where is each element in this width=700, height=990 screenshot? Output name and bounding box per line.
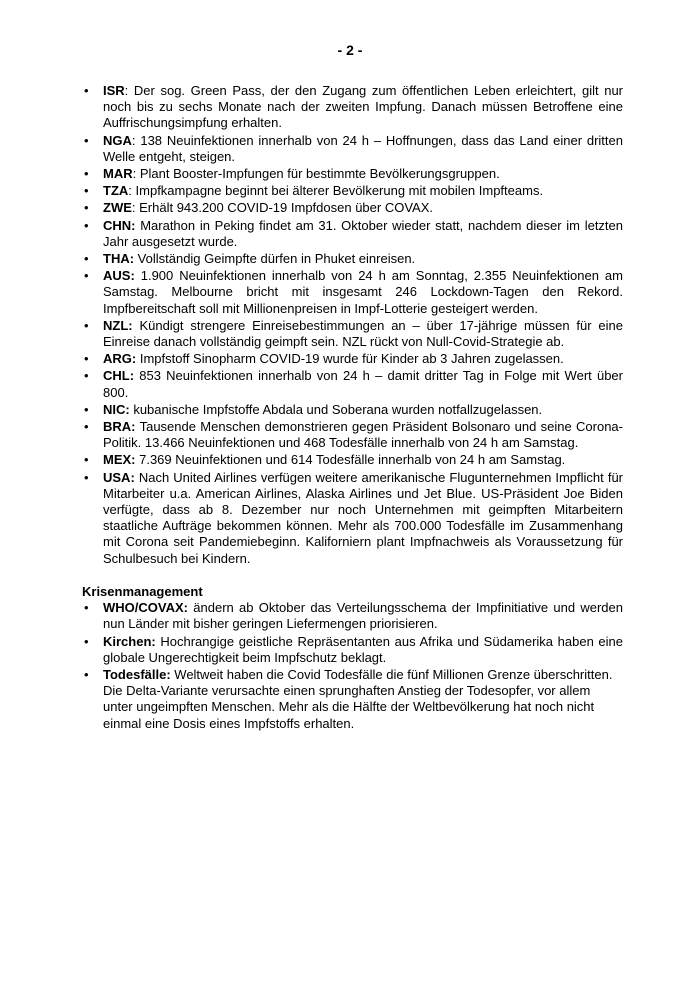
list-item-mar	[82, 166, 623, 182]
country-code: TZA	[103, 183, 129, 199]
country-code: NZL:	[103, 317, 133, 333]
item-text: Tausende Menschen demonstrieren gegen Präsident Bolsonaro und seine Corona-Politik. 13.466 Neuinfektionen und 468 Todesfälle innerhalb von 24 h am Samstag.	[103, 419, 623, 451]
separator: :	[131, 132, 136, 148]
country-code: ZWE	[103, 200, 132, 216]
separator: :	[128, 183, 132, 199]
list-item-zwe	[82, 200, 623, 216]
country-code: USA:	[103, 469, 135, 485]
list-item-chn	[82, 218, 623, 250]
list-item-nga	[82, 133, 623, 165]
list-item-nic	[82, 402, 623, 418]
item-text: Hochrangige geistliche Repräsentanten aus Afrika und Südamerika haben eine globale Ungerechtigkeit beim Impfschutz beklagt.	[103, 633, 623, 665]
country-code: MAR	[103, 166, 133, 182]
list-item-todesfaelle	[82, 667, 623, 732]
list-item-bra	[82, 419, 623, 451]
country-code: CHN:	[103, 217, 136, 233]
document-body	[82, 83, 623, 733]
list-item-who-covax	[82, 600, 623, 632]
topic-label: Todesfälle:	[103, 666, 171, 682]
item-text: 1.900 Neuinfektionen innerhalb von 24 h am Sonntag, 2.355 Neuinfektionen am Samstag. Melbourne bricht mit insgesamt 246 Lockdown-Tagen den Rekord. Impfbereitschaft soll mit Millionenpreisen in Impf-Lotterie gesteigert werden.	[103, 268, 623, 316]
item-text: Erhält 943.200 COVID-19 Impfdosen über COVAX.	[135, 200, 433, 216]
item-text: Vollständig Geimpfte dürfen in Phuket einreisen.	[134, 251, 416, 267]
list-item-kirchen	[82, 634, 623, 666]
topic-label: Kirchen:	[103, 633, 156, 649]
country-code: AUS:	[103, 268, 135, 284]
item-text: Weltweit haben die Covid Todesfälle die fünf Millionen Grenze überschritten. Die Delta-Variante verursachte einen sprunghaften Anstieg der Todesopfer, vor allem unter ungeimpften Menschen. Mehr als die Hälfte der Weltbevölkerung hat noch nicht einmal eine Dosis eines Impfstoffs erhalten.	[103, 666, 613, 731]
item-text: Impfkampagne beginnt bei älterer Bevölkerung mit mobilen Impfteams.	[131, 183, 544, 199]
list-item-arg	[82, 351, 623, 367]
item-text: Der sog. Green Pass, der den Zugang zum öffentlichen Leben erleichtert, gilt nur noch bis zu sechs Monate nach der zweiten Impfung. Danach müssen Betroffene eine Auffrischungsimpfung erhalten.	[103, 83, 623, 131]
topic-label: WHO/COVAX:	[103, 600, 188, 616]
item-text: ändern ab Oktober das Verteilungsschema der Impfinitiative und werden nun Länder mit bisher geringen Liefermengen priorisieren.	[103, 600, 623, 632]
list-item-tza	[82, 183, 623, 199]
list-item-isr	[82, 83, 623, 132]
item-text: Plant Booster-Impfungen für bestimmte Bevölkerungsgruppen.	[136, 166, 500, 182]
item-text: Kündigt strengere Einreisebestimmungen an – über 17-jährige müssen für eine Einreise danach vollständig geimpft sein. NZL rückt von Null-Covid-Strategie ab.	[103, 317, 623, 350]
item-text: Nach United Airlines verfügen weitere amerikanische Flugunternehmen Impflicht für Mitarbeiter u.a. American Airlines, Alaska Airlines und Jet Blue. US-Präsident Joe Biden verfügte, dass ab 8. Dezember nur noch Unternehmen mit geimpften Mitarbeitern staatliche Aufträge bekommen können. Mehr als 700.000 Todesfälle im Zusammenhang mit Corona seit Pandemiebeginn. Kaliforniern plant Impfnachweis als Voraussetzung für Schulbesuch bei Kindern.	[103, 469, 623, 566]
list-item-tha	[82, 251, 623, 267]
item-text: 138 Neuinfektionen innerhalb von 24 h – Hoffnungen, dass das Land einer dritten Welle entgeht, steigen.	[103, 132, 623, 164]
item-text: 7.369 Neuinfektionen und 614 Todesfälle innerhalb von 24 h am Samstag.	[135, 452, 566, 468]
country-code: NIC:	[103, 401, 130, 417]
separator: :	[131, 200, 136, 216]
country-code: CHL:	[103, 368, 135, 384]
country-code: THA:	[103, 251, 135, 267]
list-item-chl	[82, 368, 623, 400]
country-code: MEX:	[103, 452, 136, 468]
list-item-nzl	[82, 318, 623, 350]
list-item-aus	[82, 268, 623, 317]
page-number: - 2 -	[337, 42, 363, 58]
separator: :	[124, 83, 129, 98]
item-text: kubanische Impfstoffe Abdala und Soberana wurden notfallzugelassen.	[129, 401, 543, 417]
item-text: Marathon in Peking findet am 31. Oktober wieder statt, nachdem dieser im letzten Jahr ausgesetzt wurde.	[103, 217, 623, 249]
list-item-usa	[82, 470, 623, 567]
country-news-list	[82, 83, 623, 567]
separator: :	[132, 166, 137, 182]
country-code: BRA:	[103, 419, 136, 435]
country-code: ISR	[103, 83, 125, 98]
list-item-mex	[82, 452, 623, 468]
item-text: Impfstoff Sinopharm COVID-19 wurde für Kinder ab 3 Jahren zugelassen.	[136, 351, 564, 367]
item-text: 853 Neuinfektionen innerhalb von 24 h – damit dritter Tag in Folge mit Wert über 800.	[103, 368, 623, 400]
section-heading: Krisenmanagement	[82, 583, 203, 599]
country-code: ARG:	[103, 351, 137, 367]
country-code: NGA	[103, 132, 132, 148]
crisis-management-list	[82, 600, 623, 732]
